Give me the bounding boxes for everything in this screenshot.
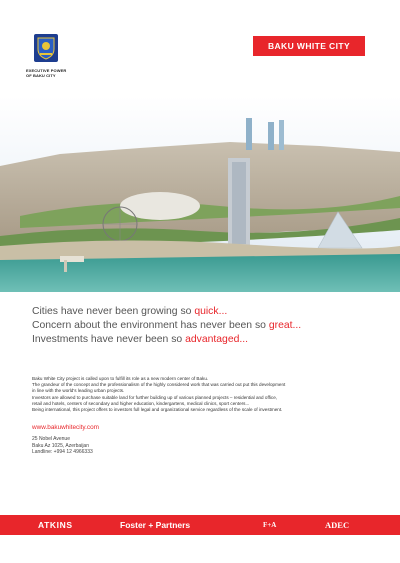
address-street: 25 Nobel Avenue	[32, 436, 70, 442]
address-block	[32, 436, 93, 456]
partner-adec-logo: ADEC	[325, 520, 350, 530]
address-phone: Landline: +994 12 4966333	[32, 449, 93, 456]
emblem-caption-line2: OF BAKU CITY	[26, 73, 56, 78]
brand-title: BAKU WHITE CITY	[267, 41, 351, 51]
body-line-5: retail and hotels, centers of secondary and higher education, kindergartens, medical clinics, sport centers...	[32, 400, 250, 406]
headline-3-text: Investments have never been so	[32, 334, 186, 345]
partners-bar	[0, 515, 400, 535]
body-line-2: The grandeur of the concept and the professionalism of the highly considered work that was carried out put this development	[32, 382, 286, 388]
headline-3	[32, 333, 382, 347]
emblem-caption-line1: EXECUTIVE POWER	[26, 68, 67, 73]
body-paragraph	[32, 376, 382, 413]
headline-2-highlight: great...	[268, 320, 302, 331]
partner-atkins-logo: ATKINS	[38, 520, 73, 530]
body-line-4: Investors are allowed to purchase suitable land for further building up of various planned projects – residential and office,	[32, 394, 278, 400]
address-city: Baku Az 1025, Azerbaijan	[32, 442, 89, 449]
emblem-caption	[26, 68, 86, 78]
headline-2-text: Concern about the environment has never been so	[32, 320, 269, 331]
headline-3-highlight: advantaged...	[185, 334, 249, 345]
headline-1-text: Cities have never been growing so	[32, 306, 195, 317]
website-link[interactable]: www.bakuwhitecity.com	[32, 424, 100, 431]
baku-emblem-icon	[34, 34, 58, 62]
body-line-1: Baku White City project is called upon to fulfill its role as a new modern center of Baku.	[32, 376, 209, 381]
headline-block	[32, 305, 382, 347]
partner-fa-logo: F+A	[263, 521, 277, 529]
body-line-6: Being international, this project offers to investors full legal and organizational service regardless of the scale of investment.	[32, 407, 283, 413]
headline-1	[32, 305, 382, 319]
headline-2	[32, 319, 382, 333]
city-panorama-image	[0, 96, 400, 292]
brand-badge	[253, 36, 365, 56]
body-line-3: in line with the world's leading urban projects.	[32, 388, 125, 394]
partner-foster-logo: Foster + Partners	[120, 520, 191, 530]
headline-1-highlight: quick...	[194, 306, 228, 317]
